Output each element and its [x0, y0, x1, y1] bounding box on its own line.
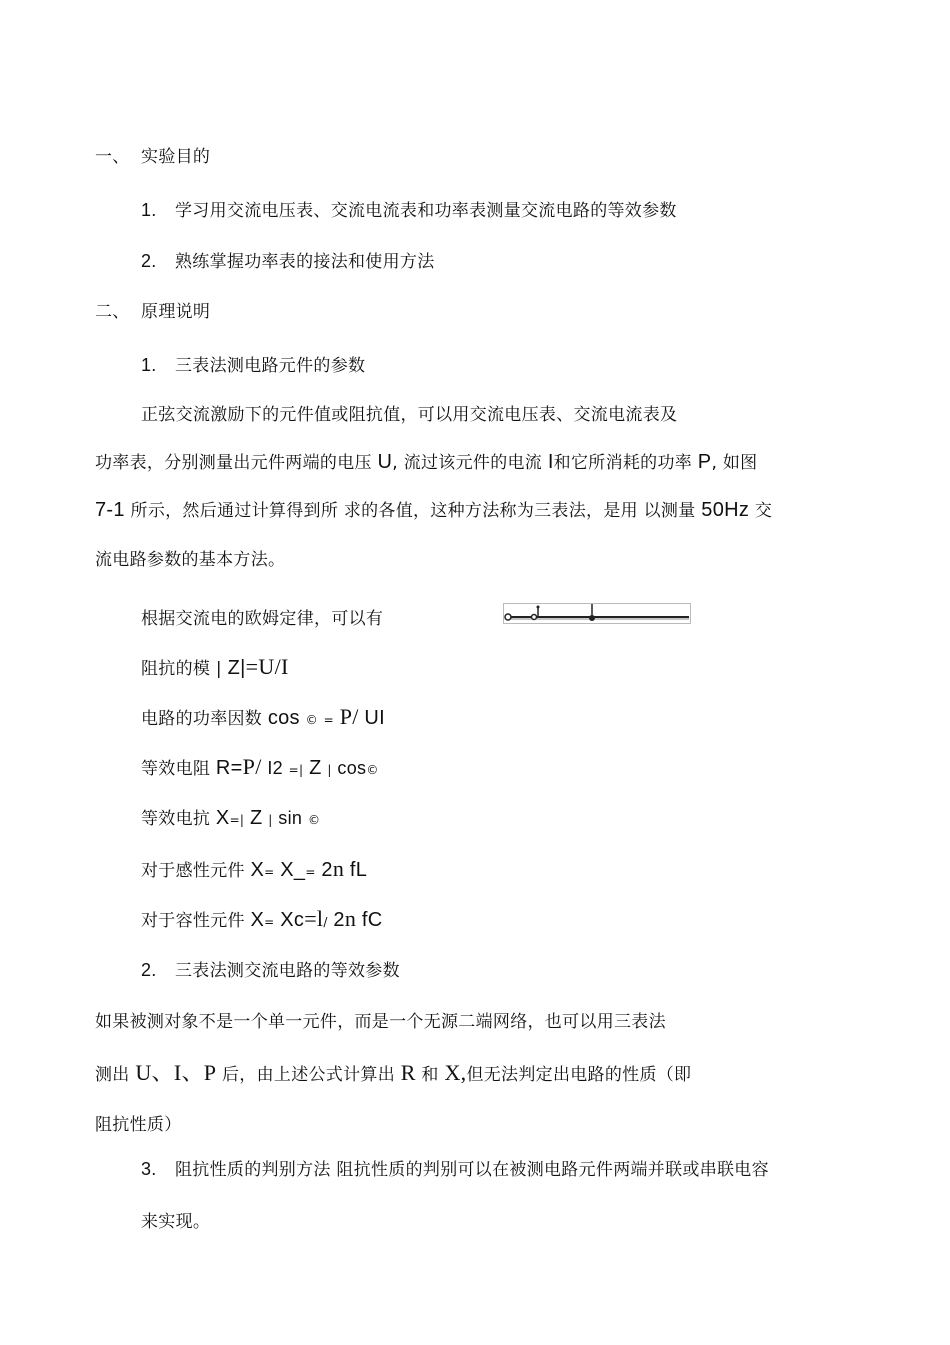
- symbol-P: P: [697, 451, 712, 473]
- paragraph-2-text-2d: 和: [421, 1065, 439, 1085]
- paragraph-1-text-2c: 和它所消耗的功率: [553, 453, 693, 473]
- paragraph-2-x: X,: [444, 1060, 467, 1085]
- paragraph-1-line-1: [141, 403, 677, 427]
- resistance-eq: =|: [288, 763, 304, 777]
- resistance-p: P/: [242, 754, 262, 779]
- paragraph-2-line-1: [95, 1010, 666, 1034]
- paragraph-2-text-2c: 后，由上述公式计算出: [222, 1065, 395, 1085]
- purpose-item-2: [141, 249, 435, 274]
- purpose-item-1-number: 1.: [141, 200, 157, 220]
- inductive-eq-1: =: [264, 865, 275, 879]
- formula-power-factor-p: P/: [339, 704, 359, 729]
- capacitive-xc: Xc: [280, 909, 305, 931]
- inductive-x: X: [250, 859, 265, 881]
- paragraph-2-line-2: [95, 1061, 691, 1087]
- resistance-symbol: R=: [215, 757, 243, 779]
- inductive-pi: n: [332, 856, 345, 881]
- purpose-item-2-number: 2.: [141, 251, 157, 271]
- inductive-eq-2: =: [305, 865, 316, 879]
- paragraph-2-text-2a: 测出: [95, 1065, 130, 1085]
- symbol-U: U: [377, 451, 393, 473]
- paragraph-1-text-2b: , 流过该元件的电流: [392, 453, 543, 473]
- formula-impedance-expr: =U/I: [245, 654, 289, 679]
- phi-symbol: ©: [305, 713, 318, 727]
- paragraph-1-text-2d: , 如图: [711, 453, 758, 473]
- formula-impedance-label: 阻抗的模 |: [141, 659, 222, 679]
- resistance-cos: cos: [337, 758, 367, 778]
- lead-dot: [537, 606, 540, 609]
- paragraph-1-text-1: 正弦交流激励下的元件值或阻抗值，可以用交流电压表、交流电流表及: [141, 405, 678, 425]
- section-1-title: 实验目的: [141, 147, 211, 167]
- subsection-1-text: 三表法测电路元件的参数: [175, 356, 366, 376]
- purpose-item-1-text: 学习用交流电压表、交流电流表和功率表测量交流电路的等效参数: [175, 201, 677, 221]
- section-1-heading: [95, 145, 210, 169]
- formula-impedance: [141, 655, 289, 681]
- resistance-i2: I2: [267, 758, 283, 778]
- section-2-heading: [95, 300, 210, 324]
- formula-inductive-label: 对于感性元件: [141, 861, 245, 881]
- reactance-z: Z: [249, 807, 263, 829]
- subsection-3-line-2: [141, 1210, 210, 1234]
- capacitive-two: 2: [333, 909, 345, 931]
- paragraph-2-text-2e: 但无法判定出电路的性质（即: [466, 1065, 692, 1085]
- section-1-number: 一、: [95, 147, 130, 167]
- terminal-node-left: [505, 614, 511, 620]
- circuit-figure-fragment: [503, 603, 691, 625]
- section-2-number: 二、: [95, 302, 130, 322]
- capacitive-pi: n: [344, 906, 357, 931]
- paragraph-2-r: R: [400, 1060, 416, 1085]
- capacitive-fc: fC: [361, 909, 383, 931]
- paragraph-1-text-2a: 功率表，分别测量出元件两端的电压: [95, 453, 372, 473]
- subsection-2-text: 三表法测交流电路的等效参数: [175, 961, 400, 981]
- capacitive-eq-2: =l: [304, 906, 324, 931]
- figure-reference: 7-1: [95, 499, 125, 521]
- terminal-node-mid: [532, 615, 537, 620]
- reactance-eq: =|: [229, 813, 245, 827]
- formula-intro-text: 根据交流电的欧姆定律，可以有: [141, 609, 384, 629]
- formula-reactance-label: 等效电抗: [141, 809, 211, 829]
- reactance-phi: ©: [307, 813, 321, 827]
- symbol-I: I: [547, 451, 554, 473]
- formula-reactance: [141, 806, 320, 832]
- formula-capacitive: [141, 907, 382, 934]
- resistance-bar: |: [327, 763, 332, 777]
- formula-power-factor-label: 电路的功率因数: [141, 709, 263, 729]
- paragraph-2-text-3: 阻抗性质）: [95, 1115, 182, 1135]
- subsection-1-number: 1.: [141, 355, 157, 375]
- capacitive-eq-1: =: [264, 915, 275, 929]
- reactance-symbol: X: [215, 807, 230, 829]
- purpose-item-1: [141, 198, 677, 223]
- subsection-2-number: 2.: [141, 960, 157, 980]
- junction-node: [589, 615, 595, 621]
- purpose-item-2-text: 熟练掌握功率表的接法和使用方法: [175, 252, 435, 272]
- figure-border: [504, 604, 691, 624]
- formula-intro: [141, 607, 383, 631]
- formula-impedance-z: Z|: [227, 657, 246, 679]
- subsection-3-number: 3.: [141, 1159, 157, 1179]
- subsection-3-text: 阻抗性质的判别方法 阻抗性质的判别可以在被测电路元件两端并联或串联电容: [175, 1160, 769, 1180]
- formula-power-factor-ui: UI: [364, 707, 385, 729]
- formula-power-factor: [141, 705, 385, 732]
- subsection-1-heading: [141, 353, 365, 378]
- paragraph-2-uip: U、I、P: [135, 1060, 217, 1085]
- inductive-fl: fL: [349, 859, 368, 881]
- reactance-sin: sin: [278, 808, 303, 828]
- section-2-title: 原理说明: [141, 302, 211, 322]
- subsection-3-heading: [141, 1157, 769, 1182]
- paragraph-1-line-3: [95, 498, 772, 523]
- paragraph-2-text-1: 如果被测对象不是一个单一元件，而是一个无源二端网络，也可以用三表法: [95, 1012, 666, 1032]
- paragraph-1-text-4: 流电路参数的基本方法。: [95, 550, 286, 570]
- formula-capacitive-label: 对于容性元件: [141, 911, 245, 931]
- inductive-xl: X_: [280, 859, 306, 881]
- formula-resistance-label: 等效电阻: [141, 759, 211, 779]
- capacitive-slash: /: [323, 915, 328, 929]
- paragraph-1-line-4: [95, 548, 285, 572]
- reactance-bar: |: [268, 813, 273, 827]
- equals-sign: =: [323, 713, 334, 727]
- paragraph-1-text-3b: 所示，然后通过计算得到所 求的各值，这种方法称为三表法，是用 以测量: [130, 501, 696, 521]
- formula-resistance: [141, 755, 379, 782]
- subsection-3-text-2: 来实现。: [141, 1212, 211, 1232]
- inductive-two: 2: [321, 859, 333, 881]
- resistance-phi: ©: [366, 763, 379, 777]
- formula-inductive: [141, 857, 367, 884]
- resistance-z: Z: [309, 757, 322, 779]
- capacitive-x: X: [250, 909, 265, 931]
- subsection-2-heading: [141, 958, 400, 983]
- paragraph-2-line-3: [95, 1113, 182, 1137]
- paragraph-1-text-3d: 交: [754, 501, 773, 521]
- cos-symbol: cos: [267, 707, 300, 729]
- paragraph-1-line-2: [95, 450, 757, 475]
- frequency-value: 50Hz: [701, 499, 750, 521]
